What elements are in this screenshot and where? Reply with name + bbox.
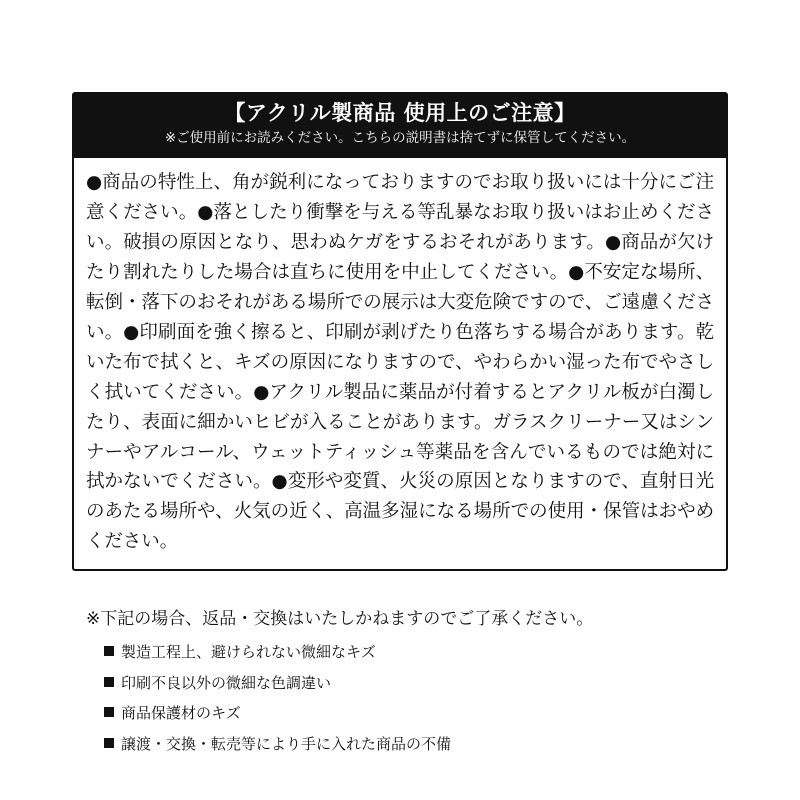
notice-body-text: ●商品の特性上、角が鋭利になっておりますのでお取り扱いには十分にご注意ください。●落としたり衝撃を与える等乱暴なお取り扱いはお止めください。破損の原因となり、思わぬケガをするおそれがあります。●商品が欠けたり割れたりした場合は直ちに使用を中止してください。●不安定な場所、転倒・落下のおそれがある場所での展示は大変危険ですので、ご遠慮ください。●印刷面を強く擦ると、印刷が剥げたり色落ちする場合があります。乾いた布で拭くと、キズの原因になりますので、やわらかい湿った布でやさしく拭いてください。●アクリル製品に薬品が付着するとアクリル板が白濁したり、表面に細かいヒビが入ることがあります。ガラスクリーナー又はシンナーやアルコール、ウェットティッシュ等薬品を含んでいるものでは絶対に拭かないでください。●変形や変質、火災の原因となりますので、直射日光のあたる場所や、火気の近く、高温多湿になる場所での使用・保管はおやめください。 (86, 171, 715, 553)
notice-header (72, 92, 728, 158)
list-item (104, 642, 726, 664)
list-item-label: 譲渡・交換・転売等により手に入れた商品の不備 (121, 735, 452, 754)
square-bullet-icon (104, 707, 114, 717)
acrylic-notice-card (72, 92, 728, 571)
notice-subtitle: ※ご使用前にお読みください。こちらの説明書は捨てずに保管してください。 (164, 130, 636, 147)
list-item-label: 印刷不良以外の微細な色調違い (121, 673, 332, 692)
square-bullet-icon (104, 677, 114, 687)
list-item (104, 673, 726, 695)
list-item-label: 商品保護材のキズ (121, 704, 241, 723)
notice-title: 【アクリル製商品 使用上のご注意】 (224, 101, 576, 125)
returns-list (86, 642, 726, 756)
square-bullet-icon (104, 646, 114, 656)
list-item-label: 製造工程上、避けられない微細なキズ (121, 642, 376, 661)
square-bullet-icon (104, 738, 114, 748)
list-item (104, 734, 726, 756)
notice-body-block (72, 158, 728, 572)
returns-title: ※下記の場合、返品・交換はいたしかねますのでご了承ください。 (86, 609, 594, 629)
returns-section (86, 608, 726, 765)
list-item (104, 703, 726, 725)
